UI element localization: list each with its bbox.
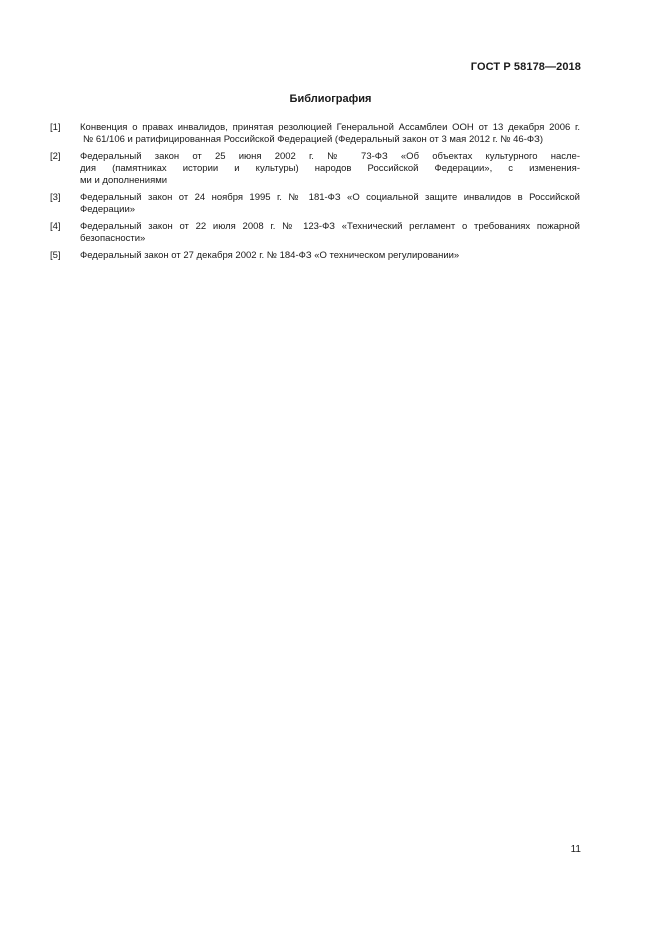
entry-number: [1] bbox=[50, 122, 61, 133]
bibliography-entry bbox=[50, 192, 580, 216]
entry-line: ми и дополнениями bbox=[80, 175, 168, 186]
entry-line: Федеральный закон от 25 июня 2002 г. № 73-ФЗ «Об объектах культурного насле- bbox=[80, 151, 580, 162]
entry-line: Конвенция о правах инвалидов, принятая резолюцией Генеральной Ассамблеи ООН от 13 декабря 2006 г. bbox=[80, 122, 580, 133]
entry-line: безопасности» bbox=[80, 233, 146, 244]
entry-number: [4] bbox=[50, 221, 61, 232]
entry-text bbox=[80, 122, 580, 146]
entry-text bbox=[80, 250, 580, 262]
entry-number: [3] bbox=[50, 192, 61, 203]
entry-line: № 61/106 и ратифицированная Российской Федерацией (Федеральный закон от 3 мая 2012 г. № 46-ФЗ) bbox=[83, 134, 544, 145]
entry-line: Федеральный закон от 27 декабря 2002 г. № 184-ФЗ «О техническом регулировании» bbox=[80, 250, 460, 261]
entry-text bbox=[80, 221, 580, 245]
entry-number: [5] bbox=[50, 250, 61, 261]
entry-line: Федеральный закон от 22 июля 2008 г. № 123-ФЗ «Технический регламент о требованиях пожарной bbox=[80, 221, 580, 232]
entry-number: [2] bbox=[50, 151, 61, 162]
standard-code: ГОСТ Р 58178—2018 bbox=[470, 61, 581, 73]
entry-line: Федерации» bbox=[80, 204, 136, 215]
entry-line: дия (памятниках истории и культуры) народов Российской Федерации», с изменения- bbox=[80, 163, 580, 174]
bibliography-entry bbox=[50, 221, 580, 245]
section-title: Библиография bbox=[289, 93, 372, 105]
bibliography-entry bbox=[50, 250, 580, 262]
bibliography-list bbox=[50, 122, 580, 267]
bibliography-entry bbox=[50, 151, 580, 187]
entry-text bbox=[80, 192, 580, 216]
entry-line: Федеральный закон от 24 ноября 1995 г. № 181-ФЗ «О социальной защите инвалидов в Российской bbox=[80, 192, 580, 203]
entry-text bbox=[80, 151, 580, 187]
bibliography-entry bbox=[50, 122, 580, 146]
page-number: 11 bbox=[570, 844, 581, 855]
